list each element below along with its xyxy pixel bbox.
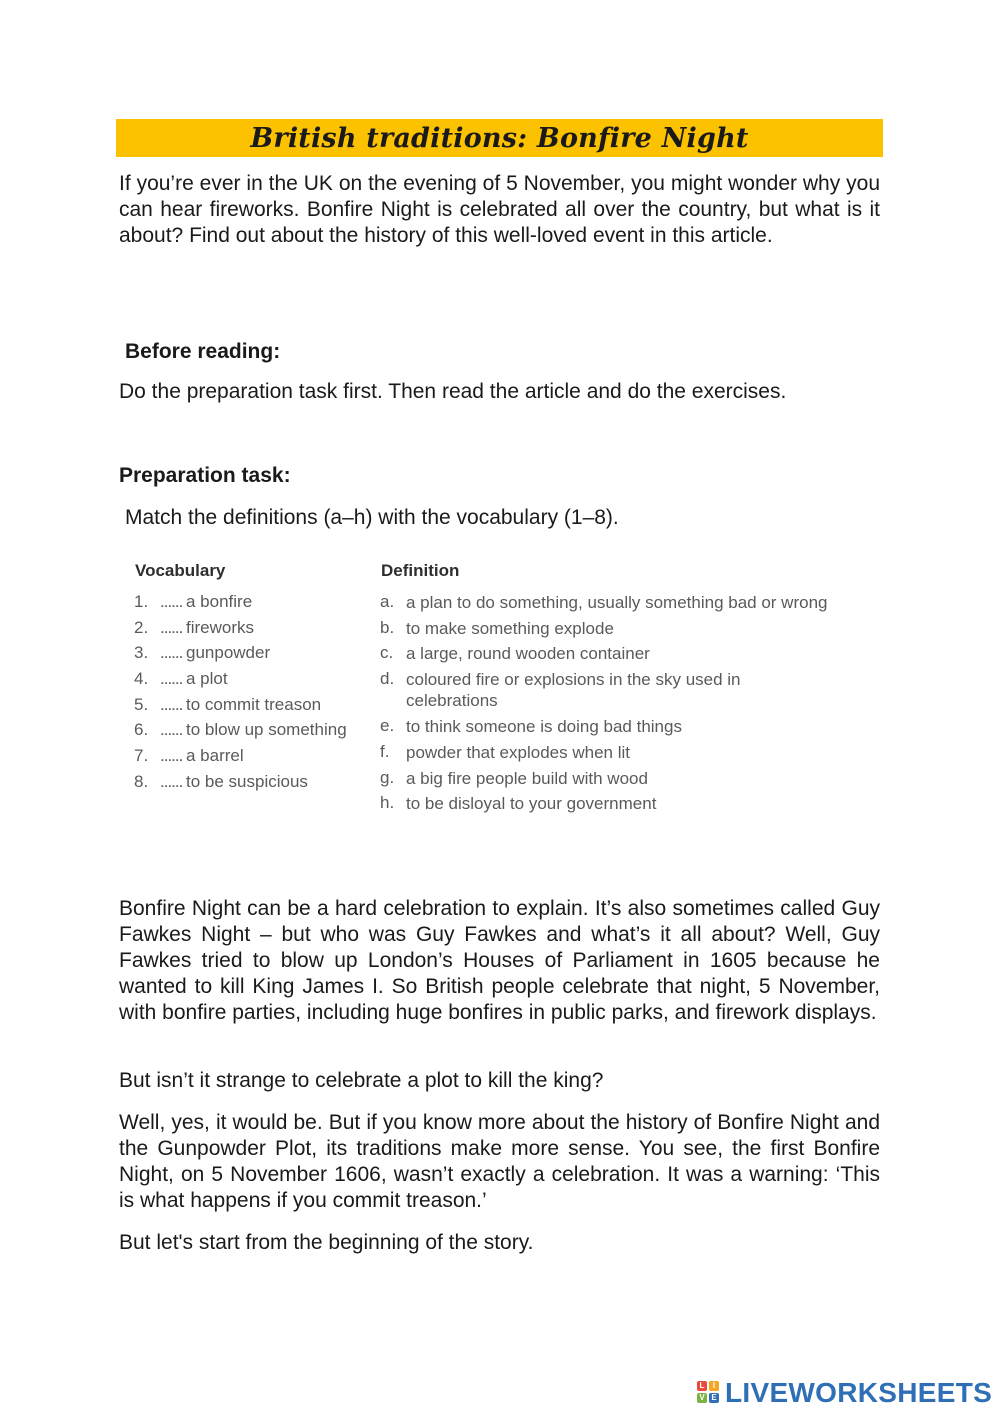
answer-blank[interactable]: ...... — [160, 669, 183, 688]
page-title: British traditions: Bonfire Night — [250, 122, 749, 154]
vocab-item — [134, 695, 321, 715]
definition-column-header: Definition — [381, 561, 460, 580]
definition-letter: h. — [380, 793, 395, 812]
vocab-item — [134, 746, 244, 766]
vocab-term: to blow up something — [186, 720, 347, 739]
before-reading-text: Do the preparation task first. Then read the article and do the exercises. — [119, 380, 787, 403]
vocab-term: a bonfire — [186, 592, 253, 611]
answer-blank[interactable]: ...... — [160, 695, 183, 714]
vocab-item — [134, 618, 254, 638]
vocab-term: to commit treason — [186, 695, 322, 714]
answer-blank[interactable]: ...... — [160, 592, 183, 611]
vocab-number: 5. — [134, 695, 149, 714]
story-paragraph: But isn’t it strange to celebrate a plot to kill the king? — [119, 1069, 604, 1092]
vocab-item — [134, 669, 228, 689]
answer-blank[interactable]: ...... — [160, 618, 183, 637]
vocab-item — [134, 720, 347, 740]
logo-badge-letter: V — [697, 1393, 707, 1403]
vocab-number: 7. — [134, 746, 149, 765]
vocab-number: 2. — [134, 618, 149, 637]
vocab-term: a plot — [186, 669, 228, 688]
definition-text: to think someone is doing bad things — [406, 717, 682, 736]
logo-badge-letter: E — [709, 1393, 719, 1403]
story-paragraph: Bonfire Night can be a hard celebration to explain. It’s also sometimes called Guy Fawkes Night – but who was Guy Fawkes and what’s it all about? Well, Guy Fawkes tried to blow up London’s Houses of Parliament in 1605 because he wanted to kill King James I. So British people celebrate that night, 5 November, with bonfire parties, including huge bonfires in public parks, and firework displays. — [119, 897, 880, 1024]
before-reading-heading: Before reading: — [125, 340, 281, 363]
vocabulary-matching-table — [134, 561, 894, 821]
definition-text: to be disloyal to your government — [406, 794, 657, 813]
intro-paragraph: If you’re ever in the UK on the evening of 5 November, you might wonder why you can hear fireworks. Bonfire Night is celebrated all over the country, but what is it about? Find out about the history of this well-loved event in this article. — [119, 172, 880, 247]
vocab-term: to be suspicious — [186, 772, 308, 791]
logo-badge-icon — [697, 1379, 723, 1407]
story-paragraph: Well, yes, it would be. But if you know more about the history of Bonfire Night and the Gunpowder Plot, its traditions make more sense. You see, the first Bonfire Night, on 5 November 1606, wasn’t exactly a celebration. It was a warning: ‘This is what happens if you commit treason.’ — [119, 1111, 880, 1212]
definition-text: a plan to do something, usually something bad or wrong — [406, 593, 828, 612]
definition-letter: b. — [380, 618, 395, 637]
definition-text: coloured fire or explosions in the sky used in celebrations — [406, 670, 741, 710]
title-banner — [116, 119, 883, 157]
vocab-number: 3. — [134, 643, 149, 662]
definition-letter: f. — [380, 742, 390, 761]
answer-blank[interactable]: ...... — [160, 720, 183, 739]
preparation-heading: Preparation task: — [119, 464, 291, 487]
vocab-term: fireworks — [186, 618, 255, 637]
vocab-number: 1. — [134, 592, 149, 611]
vocab-item — [134, 592, 252, 612]
logo-badge-letter: I — [709, 1381, 719, 1391]
vocab-number: 6. — [134, 720, 149, 739]
vocab-number: 4. — [134, 669, 149, 688]
vocabulary-column-header: Vocabulary — [135, 561, 226, 580]
vocab-item — [134, 772, 308, 792]
vocab-number: 8. — [134, 772, 149, 791]
story-paragraph: But let's start from the beginning of the story. — [119, 1231, 534, 1254]
definition-text: to make something explode — [406, 619, 614, 638]
definition-text: powder that explodes when lit — [406, 743, 630, 762]
vocab-item — [134, 643, 270, 663]
definition-letter: e. — [380, 716, 395, 735]
liveworksheets-logo — [697, 1378, 992, 1408]
vocab-term: gunpowder — [186, 643, 271, 662]
definition-letter: c. — [380, 643, 394, 662]
answer-blank[interactable]: ...... — [160, 643, 183, 662]
definition-text: a large, round wooden container — [406, 644, 650, 663]
vocab-term: a barrel — [186, 746, 244, 765]
preparation-instruction: Match the definitions (a–h) with the vocabulary (1–8). — [125, 506, 619, 529]
logo-badge-letter: L — [697, 1381, 707, 1391]
logo-text: LIVEWORKSHEETS — [725, 1377, 993, 1408]
definition-text: a big fire people build with wood — [406, 769, 648, 788]
answer-blank[interactable]: ...... — [160, 772, 183, 791]
definition-letter: g. — [380, 768, 395, 787]
answer-blank[interactable]: ...... — [160, 746, 183, 765]
definition-letter: d. — [380, 669, 395, 688]
definition-letter: a. — [380, 592, 395, 611]
